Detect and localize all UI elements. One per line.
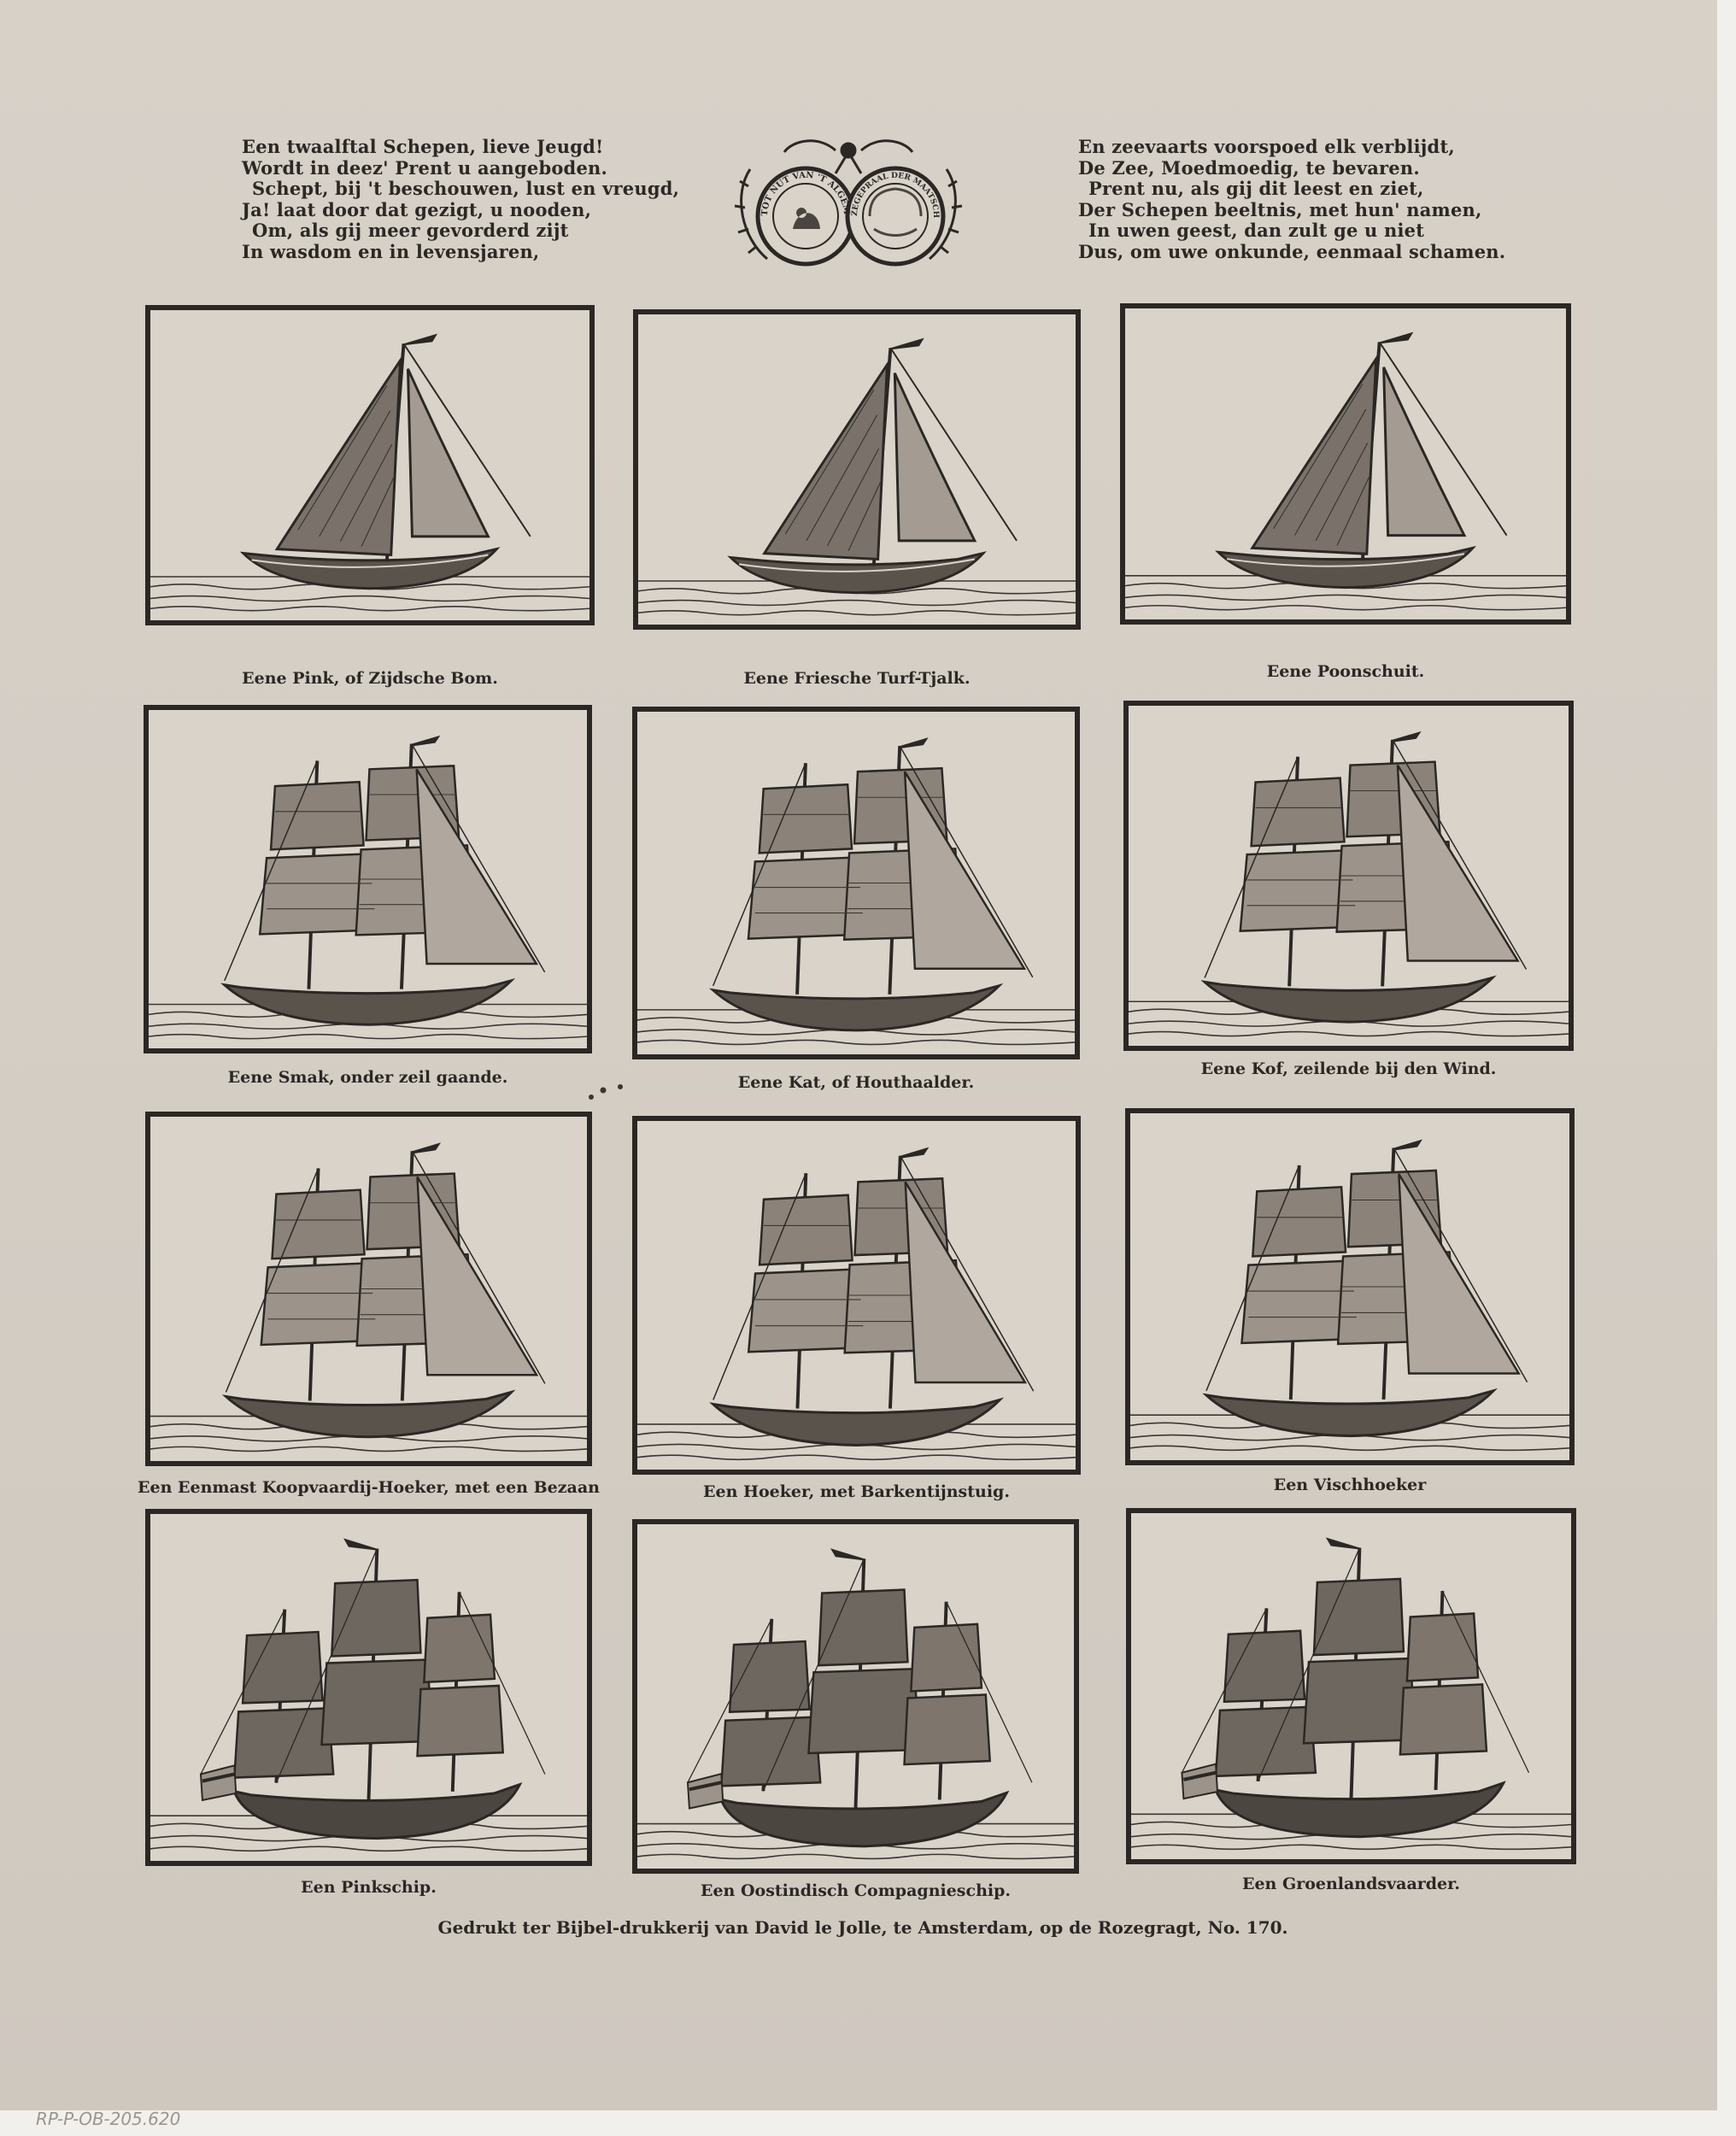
verse-right	[1078, 137, 1505, 262]
ship-icon	[150, 1514, 587, 1861]
caption-koopvaardij-hoeker: Een Eenmast Koopvaardij-Hoeker, met een Bezaan	[138, 1478, 600, 1497]
woodcut-panel-poonschuit	[1120, 303, 1571, 625]
verse-line: In uwen geest, dan zult ge u niet	[1088, 220, 1425, 241]
verse-line: Prent nu, als gij dit leest en ziet,	[1088, 178, 1424, 199]
caption-vischhoeker: Een Vischhoeker	[1273, 1476, 1427, 1494]
verse-line: De Zee, Moedmoedig, te bevaren.	[1078, 156, 1420, 179]
caption-groenlandsvaarder: Een Groenlandsvaarder.	[1241, 1875, 1461, 1893]
emblem-right-text: ZEGEPRAAL DER MAATSCH	[850, 171, 941, 219]
woodcut-panel-turf-tjalk	[633, 309, 1081, 630]
woodcut-panel-koopvaardij-hoeker	[145, 1112, 592, 1466]
verse-line: Dus, om uwe onkunde, eenmaal schamen.	[1078, 240, 1506, 262]
woodcut-panel-smak	[144, 705, 592, 1053]
sheet-edge-bottom	[0, 2110, 1736, 2136]
emblem-left-text: TOT NUT VAN 'T ALGEM	[760, 170, 852, 217]
caption-pink: Eene Pink, of Zijdsche Bom.	[242, 669, 498, 688]
woodcut-panel-vischhoeker	[1125, 1108, 1575, 1465]
woodcut-panel-pink	[145, 305, 595, 625]
ship-icon	[637, 712, 1075, 1054]
caption-poonschuit: Eene Poonschuit.	[1266, 662, 1425, 681]
woodcut-panel-groenlandsvaarder	[1126, 1508, 1576, 1864]
woodcut-panel-barkentijn-hoeker	[632, 1116, 1081, 1475]
ink-specks	[586, 1082, 629, 1104]
ship-icon	[637, 1121, 1076, 1470]
ship-icon	[638, 314, 1076, 625]
verse-line: Der Schepen beeltnis, met hun' namen,	[1078, 198, 1482, 220]
ship-icon	[1129, 706, 1569, 1046]
verse-line: Ja! laat door dat gezigt, u nooden,	[242, 198, 592, 220]
verse-line: In wasdom en in levensjaren,	[242, 240, 540, 262]
caption-pinkschip: Een Pinkschip.	[301, 1878, 437, 1897]
ship-icon	[150, 310, 589, 620]
caption-kof: Eene Kof, zeilende bij den Wind.	[1200, 1059, 1497, 1078]
caption-compagnieschip: Een Oostindisch Compagnieschip.	[700, 1881, 1012, 1900]
caption-kat: Eene Kat, of Houthaalder.	[737, 1073, 975, 1092]
verse-line: Een twaalftal Schepen, lieve Jeugd!	[242, 136, 604, 157]
caption-turf-tjalk: Eene Friesche Turf-Tjalk.	[743, 669, 971, 688]
printer-imprint: Gedrukt ter Bijbel-drukkerij van David le Jolle, te Amsterdam, op de Rozegragt, No. 170.	[437, 1917, 1288, 1938]
caption-barkentijn-hoeker: Een Hoeker, met Barkentijnstuig.	[703, 1482, 1010, 1501]
ship-icon	[149, 710, 587, 1048]
caption-smak: Eene Smak, onder zeil gaande.	[227, 1068, 508, 1087]
verse-line: Om, als gij meer gevorderd zijt	[252, 220, 569, 241]
verse-line: En zeevaarts voorspoed elk verblijdt,	[1078, 136, 1455, 157]
woodcut-panel-compagnieschip	[632, 1519, 1079, 1874]
sheet-edge-right	[1717, 0, 1736, 2136]
ship-icon	[1130, 1113, 1569, 1460]
ship-icon	[1125, 308, 1566, 619]
society-emblem-seal	[733, 135, 964, 272]
ship-icon	[637, 1524, 1074, 1869]
woodcut-panel-kat	[632, 707, 1080, 1059]
woodcut-panel-kof	[1123, 701, 1574, 1051]
collection-number: RP-P-OB-205.620	[36, 2109, 181, 2129]
verse-line: Wordt in deez' Prent u aangeboden.	[242, 156, 607, 179]
ship-icon	[1131, 1513, 1571, 1859]
ship-icon	[150, 1117, 587, 1461]
verse-line: Schept, bij 't beschouwen, lust en vreugd,	[252, 178, 680, 199]
verse-left	[242, 137, 679, 262]
woodcut-panel-pinkschip	[145, 1509, 592, 1866]
